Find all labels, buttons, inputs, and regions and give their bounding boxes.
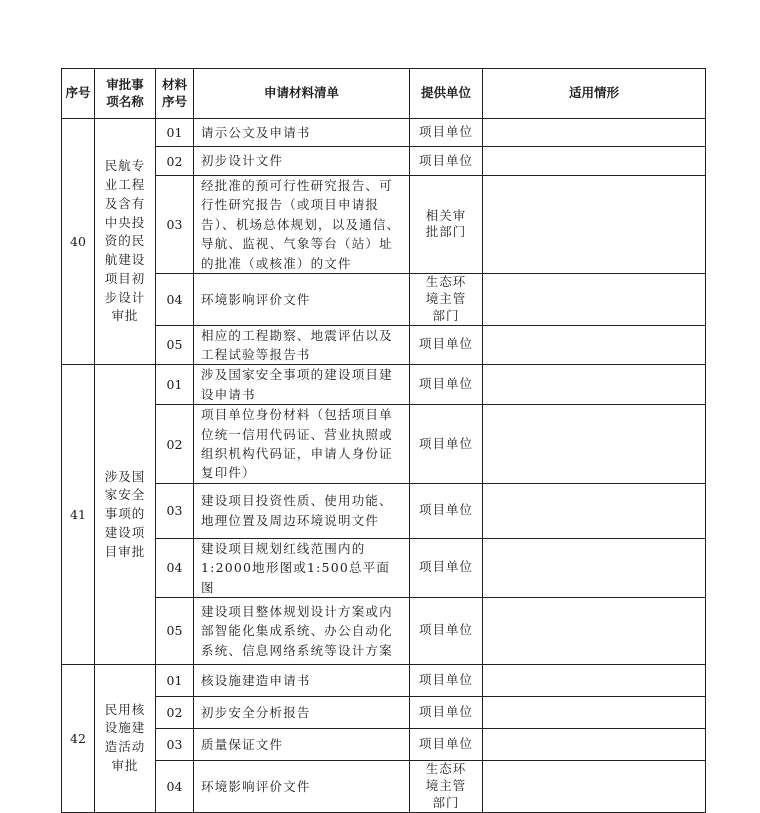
item-cell: 民航专业工程及含有中央投资的民航建设项目初步设计审批 [95, 119, 156, 365]
item-cell: 涉及国家安全事项的建设项目审批 [95, 365, 156, 665]
situation-cell [483, 325, 706, 365]
header-mat-no-text: 材料序号 [161, 76, 187, 109]
material-cell: 经批准的预可行性研究报告、可行性研究报告（或项目申请报告）、机场总体规划，以及通信、导航、监视、气象等台（站）址的批准（或核准）的文件 [194, 176, 410, 274]
item-cell: 民用核设施建造活动审批 [95, 664, 156, 812]
material-cell: 核设施建造申请书 [194, 664, 410, 696]
table-row [62, 405, 706, 484]
situation-cell [483, 405, 706, 484]
table-row [62, 119, 706, 147]
header-unit: 提供单位 [410, 69, 483, 119]
situation-cell [483, 483, 706, 538]
table-row [62, 365, 706, 405]
table-row [62, 176, 706, 274]
unit-cell: 项目单位 [410, 696, 483, 728]
situation-cell [483, 696, 706, 728]
situation-cell [483, 760, 706, 812]
mat-no-cell: 05 [156, 597, 194, 664]
material-cell: 建设项目规划红线范围内的1:2000地形图或1:500总平面图 [194, 538, 410, 597]
situation-cell [483, 365, 706, 405]
situation-cell [483, 119, 706, 147]
table-row [62, 728, 706, 760]
mat-no-cell: 04 [156, 760, 194, 812]
material-cell: 涉及国家安全事项的建设项目建设申请书 [194, 365, 410, 405]
situation-cell [483, 147, 706, 176]
unit-cell: 项目单位 [410, 597, 483, 664]
mat-no-cell: 03 [156, 176, 194, 274]
unit-cell: 项目单位 [410, 664, 483, 696]
unit-cell: 项目单位 [410, 538, 483, 597]
situation-cell [483, 597, 706, 664]
material-cell: 相应的工程勘察、地震评估以及工程试验等报告书 [194, 325, 410, 365]
material-cell: 环境影响评价文件 [194, 760, 410, 812]
unit-cell: 项目单位 [410, 119, 483, 147]
header-item [95, 69, 156, 119]
header-item-text: 审批事项名称 [106, 76, 144, 109]
unit-cell [410, 273, 483, 325]
seq-cell: 41 [62, 365, 95, 665]
header-seq: 序号 [62, 69, 95, 119]
material-cell: 质量保证文件 [194, 728, 410, 760]
header-materials: 申请材料清单 [194, 69, 410, 119]
mat-no-cell: 02 [156, 147, 194, 176]
situation-cell [483, 273, 706, 325]
unit-cell: 项目单位 [410, 147, 483, 176]
material-cell: 项目单位身份材料（包括项目单位统一信用代码证、营业执照或组织机构代码证，申请人身份证复印件） [194, 405, 410, 484]
mat-no-cell: 02 [156, 405, 194, 484]
unit-cell [410, 760, 483, 812]
unit-cell [410, 176, 483, 274]
table-row [62, 696, 706, 728]
mat-no-cell: 05 [156, 325, 194, 365]
header-mat-no [156, 69, 194, 119]
unit-cell: 项目单位 [410, 325, 483, 365]
table-row [62, 483, 706, 538]
mat-no-cell: 01 [156, 119, 194, 147]
unit-cell: 项目单位 [410, 405, 483, 484]
seq-cell: 42 [62, 664, 95, 812]
mat-no-cell: 01 [156, 664, 194, 696]
approval-materials-table [61, 68, 706, 813]
unit-text: 生态环境主管部门 [425, 760, 467, 810]
table-row [62, 273, 706, 325]
mat-no-cell: 04 [156, 273, 194, 325]
mat-no-cell: 03 [156, 483, 194, 538]
situation-cell [483, 176, 706, 274]
unit-text: 相关审批部门 [425, 207, 467, 240]
material-cell: 建设项目整体规划设计方案或内部智能化集成系统、办公自动化系统、信息网络系统等设计方案 [194, 597, 410, 664]
mat-no-cell: 02 [156, 696, 194, 728]
table-row [62, 760, 706, 812]
mat-no-cell: 03 [156, 728, 194, 760]
material-cell: 初步安全分析报告 [194, 696, 410, 728]
table-row [62, 597, 706, 664]
mat-no-cell: 01 [156, 365, 194, 405]
table-row [62, 664, 706, 696]
mat-no-cell: 04 [156, 538, 194, 597]
material-cell: 环境影响评价文件 [194, 273, 410, 325]
header-situation: 适用情形 [483, 69, 706, 119]
unit-cell: 项目单位 [410, 365, 483, 405]
header-row [62, 69, 706, 119]
unit-text: 生态环境主管部门 [425, 273, 467, 323]
table-row [62, 147, 706, 176]
seq-cell: 40 [62, 119, 95, 365]
situation-cell [483, 728, 706, 760]
table-row [62, 325, 706, 365]
situation-cell [483, 538, 706, 597]
situation-cell [483, 664, 706, 696]
material-cell: 初步设计文件 [194, 147, 410, 176]
unit-cell: 项目单位 [410, 483, 483, 538]
material-cell: 请示公文及申请书 [194, 119, 410, 147]
material-cell: 建设项目投资性质、使用功能、地理位置及周边环境说明文件 [194, 483, 410, 538]
unit-cell: 项目单位 [410, 728, 483, 760]
table-row [62, 538, 706, 597]
